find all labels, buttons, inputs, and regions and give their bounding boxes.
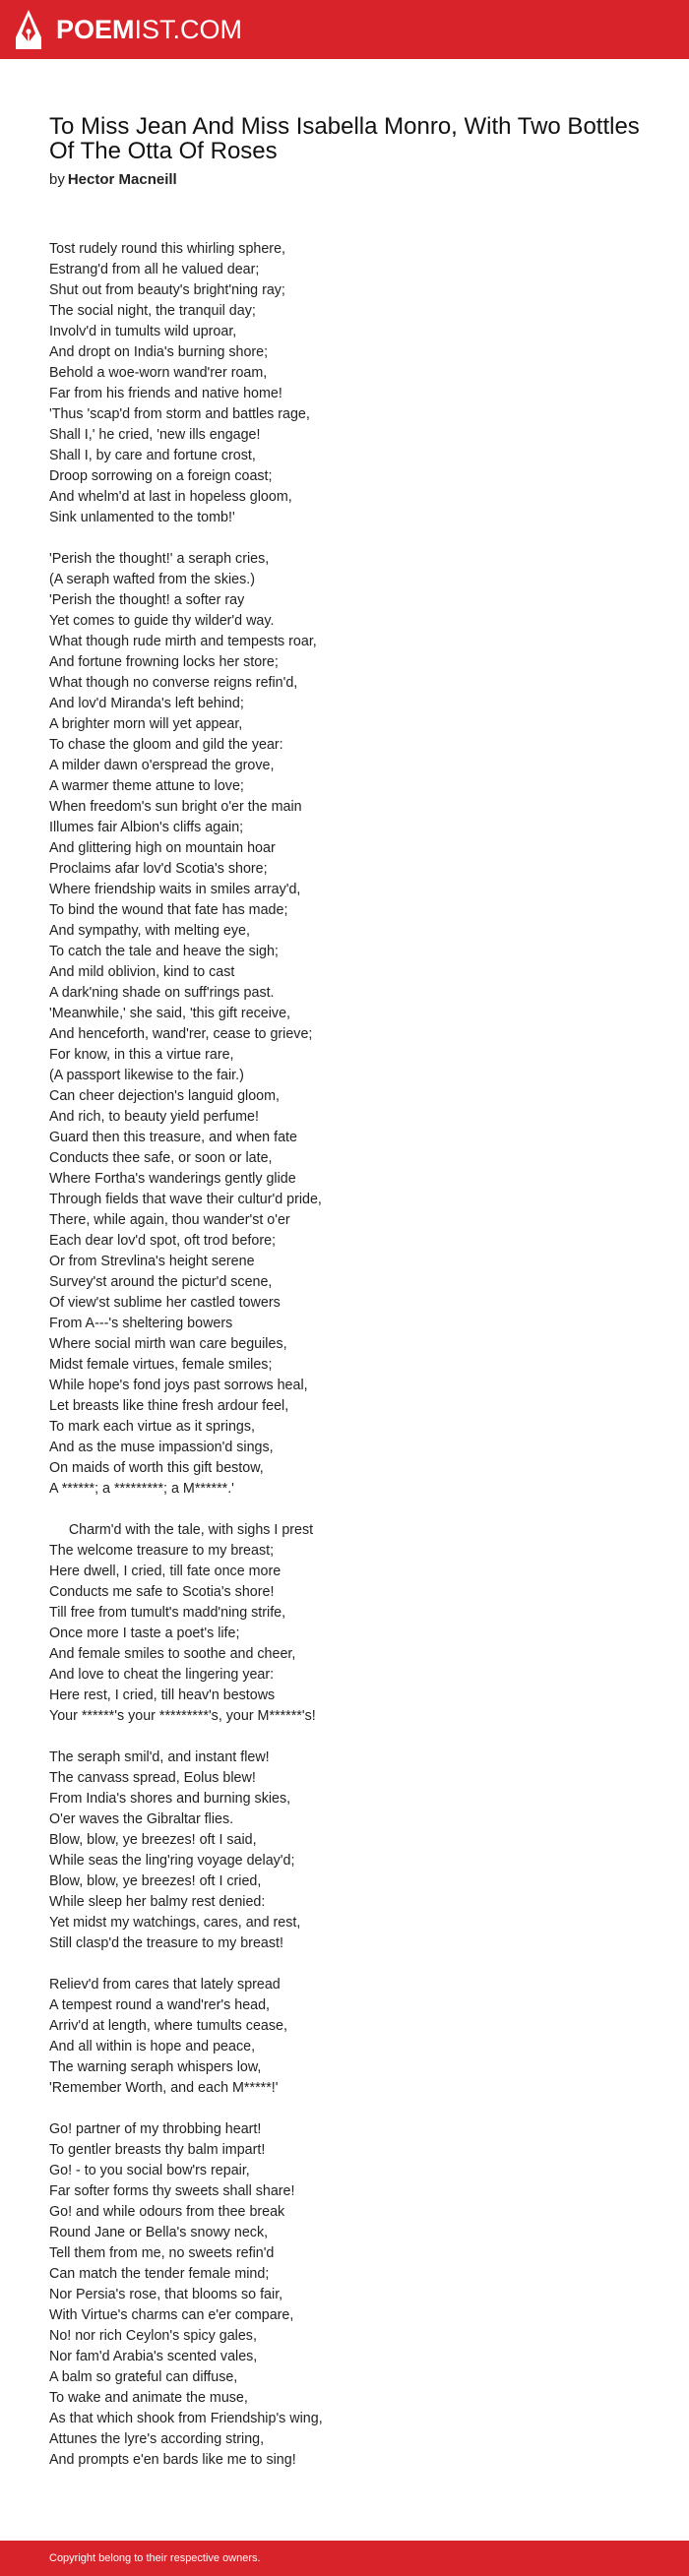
poem-line: Illumes fair Albion's cliffs again; — [49, 820, 244, 835]
site-header — [0, 0, 689, 59]
poem-line: 'Thus 'scap'd from storm and battles rage, — [49, 406, 310, 422]
poem-line: Charm'd with the tale, with sighs I prest — [49, 1522, 314, 1538]
poem-line: As that which shook from Friendship's wing, — [49, 2411, 323, 2426]
poem-line: A warmer theme attune to love; — [49, 778, 244, 794]
poem-line: Involv'd in tumults wild uproar, — [49, 324, 237, 339]
poem-line: Midst female virtues, female smiles; — [49, 1357, 273, 1373]
poem-line: A ******; a *********; a M******.' — [49, 1481, 234, 1497]
poem-line: Here dwell, I cried, till fate once more — [49, 1564, 282, 1579]
poem-line: And lov'd Miranda's left behind; — [49, 696, 244, 711]
poem-line: And rich, to beauty yield perfume! — [49, 1109, 259, 1125]
poem-line: Blow, blow, ye breezes! oft I said, — [49, 1832, 257, 1848]
poem-line: Far from his friends and native home! — [49, 386, 282, 401]
poem-line: Guard then this treasure, and when fate — [49, 1130, 297, 1145]
poem-body — [49, 239, 659, 2491]
poem-line: To bind the wound that fate has made; — [49, 902, 288, 918]
poem-line: And all within is hope and peace, — [49, 2039, 256, 2055]
poem-line: A dark'ning shade on suff'rings past. — [49, 985, 275, 1001]
poem-line: And prompts e'en bards like me to sing! — [49, 2452, 296, 2468]
poem-line: And fortune frowning locks her store; — [49, 654, 279, 670]
poem-line: Through fields that wave their cultur'd pride, — [49, 1192, 322, 1207]
poem-line: Attunes the lyre's according string, — [49, 2431, 265, 2447]
poem-line: Where social mirth wan care beguiles, — [49, 1336, 287, 1352]
poem-line: Round Jane or Bella's snowy neck, — [49, 2225, 269, 2240]
poem-line: Till free from tumult's madd'ning strife, — [49, 1605, 286, 1621]
poem-line: Tell them from me, no sweets refin'd — [49, 2245, 275, 2261]
poem-line: While sleep her balmy rest denied: — [49, 1894, 266, 1910]
poem-line: The seraph smil'd, and instant flew! — [49, 1749, 270, 1765]
poem-line: Behold a woe-worn wand'rer roam, — [49, 365, 268, 381]
poem-line: There, while again, thou wander'st o'er — [49, 1212, 290, 1228]
pen-nib-icon — [16, 10, 41, 49]
poem-line: For know, in this a virtue rare, — [49, 1047, 234, 1063]
poem-line: Shall I,' he cried, 'new ills engage! — [49, 427, 261, 443]
poem-line: (A seraph wafted from the skies.) — [49, 572, 255, 587]
poem-line: Each dear lov'd spot, oft trod before; — [49, 1233, 277, 1249]
author-name[interactable]: Hector Macneill — [67, 171, 177, 188]
poem-line: Droop sorrowing on a foreign coast; — [49, 468, 273, 484]
poem-line: Nor Persia's rose, that blooms so fair, — [49, 2287, 283, 2302]
poem-line: A brighter morn will yet appear, — [49, 716, 243, 732]
poem-line: Your ******'s your *********'s, your M******'s! — [49, 1708, 316, 1724]
poem-line: Can match the tender female mind; — [49, 2266, 270, 2282]
poem-line: Sink unlamented to the tomb!' — [49, 510, 235, 525]
poem-line: And glittering high on mountain hoar — [49, 840, 276, 856]
poem-line: 'Meanwhile,' she said, 'this gift receive, — [49, 1006, 290, 1021]
poem-line: Estrang'd from all he valued dear; — [49, 262, 260, 277]
poem-line: Where Fortha's wanderings gently glide — [49, 1171, 296, 1187]
poem-line: Arriv'd at length, where tumults cease, — [49, 2018, 287, 2034]
poem-line: Nor fam'd Arabia's scented vales, — [49, 2349, 258, 2364]
poem-line: What though rude mirth and tempests roar, — [49, 634, 317, 649]
poem-line: And as the muse impassion'd sings, — [49, 1440, 274, 1455]
poem-line: Still clasp'd the treasure to my breast! — [49, 1935, 283, 1951]
poem-line: Conducts me safe to Scotia's shore! — [49, 1584, 275, 1600]
site-logo-text: POEMIST.COM — [56, 15, 243, 44]
poem-line: While hope's fond joys past sorrows heal, — [49, 1378, 308, 1393]
poem-line: Conducts thee safe, or soon or late, — [49, 1150, 273, 1166]
poem-line: When freedom's sun bright o'er the main — [49, 799, 302, 815]
poem-line: Yet midst my watchings, cares, and rest, — [49, 1915, 301, 1931]
poem-line: Of view'st sublime her castled towers — [49, 1295, 281, 1311]
poem-line: Go! and while odours from thee break — [49, 2204, 285, 2220]
poem-line: Let breasts like thine fresh ardour feel, — [49, 1398, 289, 1414]
poem-line: On maids of worth this gift bestow, — [49, 1460, 264, 1476]
poem-line: The welcome treasure to my breast; — [49, 1543, 275, 1559]
poem-line: And love to cheat the lingering year: — [49, 1667, 275, 1683]
poem-title: To Miss Jean And Miss Isabella Monro, With Two Bottles Of The Otta Of Roses — [49, 113, 640, 164]
stanza — [49, 549, 659, 1500]
poem-line: A balm so grateful can diffuse, — [49, 2369, 238, 2385]
poem-line: And sympathy, with melting eye, — [49, 923, 250, 939]
poem-line: Proclaims afar lov'd Scotia's shore; — [49, 861, 268, 877]
poem-line: Yet comes to guide thy wilder'd way. — [49, 613, 275, 629]
poem-line: 'Perish the thought!' a seraph cries, — [49, 551, 270, 567]
poem-line: Once more I taste a poet's life; — [49, 1625, 240, 1641]
poem-line: Can cheer dejection's languid gloom, — [49, 1088, 281, 1104]
poem-line: Go! partner of my throbbing heart! — [49, 2121, 262, 2137]
site-logo[interactable] — [16, 9, 242, 50]
poem-line: Go! - to you social bow'rs repair, — [49, 2163, 250, 2178]
poem-line: From A---'s sheltering bowers — [49, 1316, 233, 1331]
poem-line: The warning seraph whispers low, — [49, 2059, 262, 2075]
poem-line: Survey'st around the pictur'd scene, — [49, 1274, 273, 1290]
poem-line: Tost rudely round this whirling sphere, — [49, 241, 285, 257]
poem-line: To catch the tale and heave the sigh; — [49, 944, 279, 959]
poem-line: To gentler breasts thy balm impart! — [49, 2142, 266, 2158]
poem-line: And dropt on India's burning shore; — [49, 344, 269, 360]
poem-line: Shall I, by care and fortune crost, — [49, 448, 256, 463]
poem-line: While seas the ling'ring voyage delay'd; — [49, 1853, 295, 1869]
poem-line: With Virtue's charms can e'er compare, — [49, 2307, 294, 2323]
poem-line: O'er waves the Gibraltar flies. — [49, 1811, 234, 1827]
poem-line: To wake and animate the muse, — [49, 2390, 248, 2406]
poem-line: Far softer forms thy sweets shall share! — [49, 2183, 295, 2199]
poem-line: And female smiles to soothe and cheer, — [49, 1646, 296, 1662]
stanza — [49, 2119, 659, 2471]
poem-line: The canvass spread, Eolus blew! — [49, 1770, 256, 1786]
poem-line: Here rest, I cried, till heav'n bestows — [49, 1687, 276, 1703]
poem-line: 'Perish the thought! a softer ray — [49, 592, 245, 608]
stanza — [49, 1520, 659, 1727]
by-label: by — [49, 171, 65, 188]
poem-line: To chase the gloom and gild the year: — [49, 737, 283, 753]
poem-line: Or from Strevlina's height serene — [49, 1254, 255, 1269]
poem-line: To mark each virtue as it springs, — [49, 1419, 255, 1435]
poem-line: And whelm'd at last in hopeless gloom, — [49, 489, 292, 505]
stanza — [49, 1748, 659, 1954]
poem-line: What though no converse reigns refin'd, — [49, 675, 298, 691]
poem-line: 'Remember Worth, and each M*****!' — [49, 2080, 279, 2096]
byline — [49, 170, 177, 190]
poem-line: And henceforth, wand'rer, cease to grieve; — [49, 1026, 313, 1042]
poem-line: Where friendship waits in smiles array'd, — [49, 882, 301, 897]
poem-line: Reliev'd from cares that lately spread — [49, 1977, 281, 1993]
poem-line: From India's shores and burning skies, — [49, 1791, 291, 1807]
poem-line: A tempest round a wand'rer's head, — [49, 1997, 271, 2013]
poem-line: The social night, the tranquil day; — [49, 303, 256, 319]
poem-line: A milder dawn o'erspread the grove, — [49, 758, 275, 773]
poem-line: (A passport likewise to the fair.) — [49, 1068, 244, 1083]
site-footer — [0, 2541, 689, 2576]
stanza — [49, 239, 659, 528]
stanza — [49, 1975, 659, 2099]
poem-line: Blow, blow, ye breezes! oft I cried, — [49, 1873, 262, 1889]
copyright-text: Copyright belong to their respective owners. — [49, 2552, 261, 2564]
poem-line: And mild oblivion, kind to cast — [49, 964, 235, 980]
poem-line: No! nor rich Ceylon's spicy gales, — [49, 2328, 257, 2344]
poem-line: Shut out from beauty's bright'ning ray; — [49, 282, 285, 298]
